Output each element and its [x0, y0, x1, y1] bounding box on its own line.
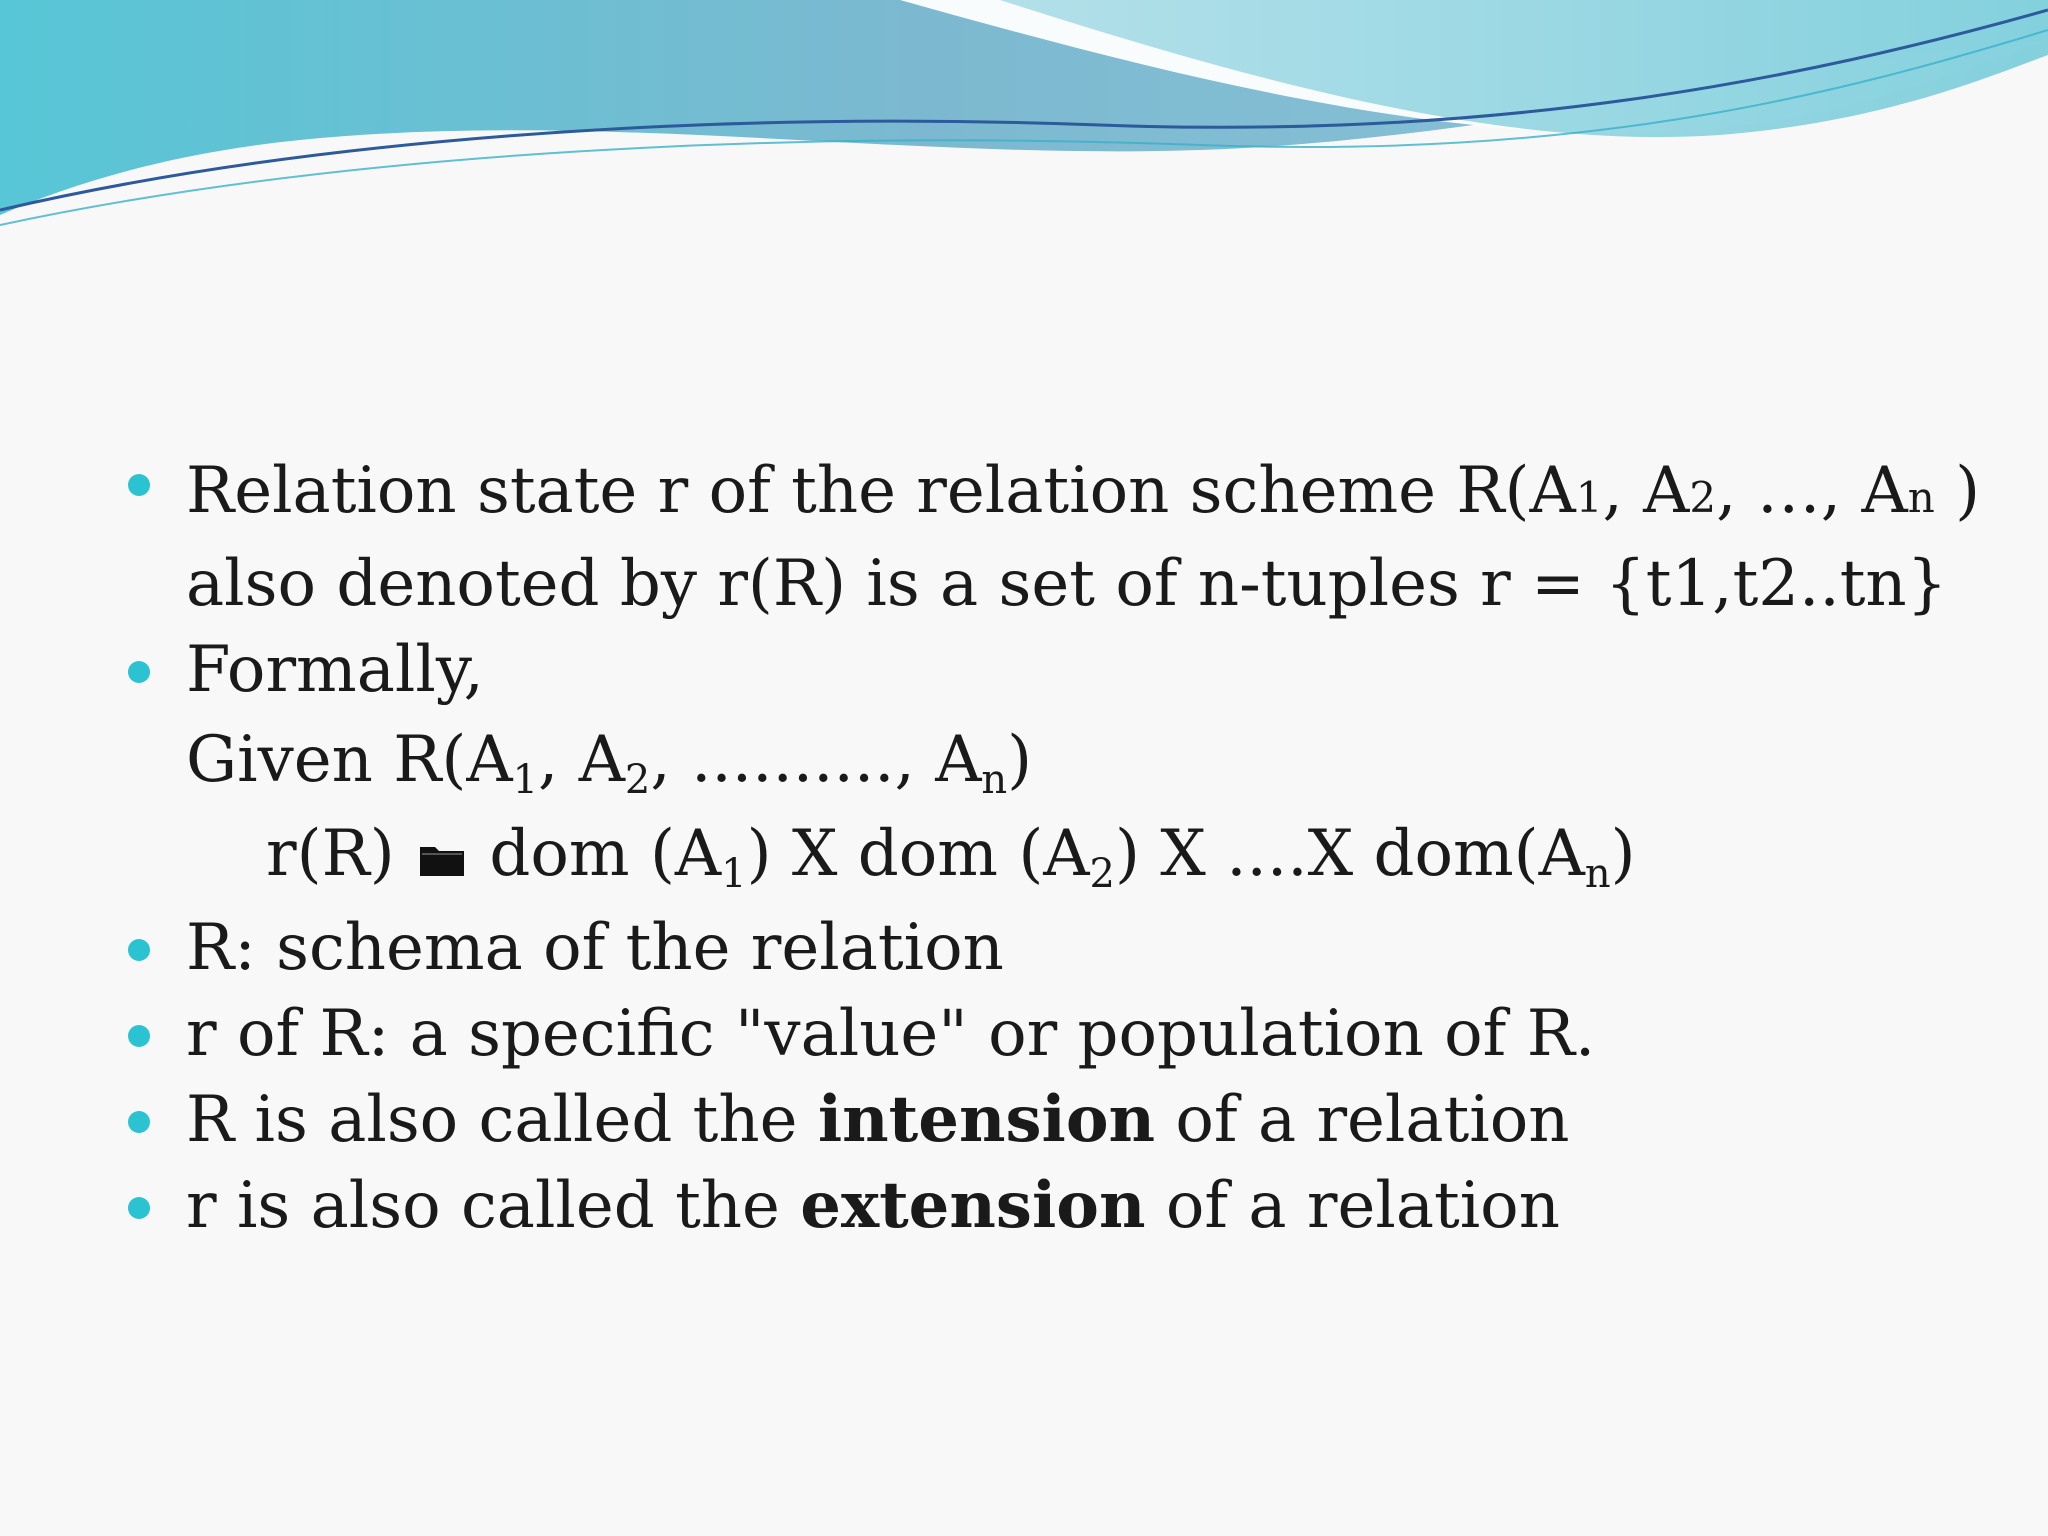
- bullet-line-2: also denoted by r(R) is a set of n-tuples r = {t1,t2..tn}: [186, 547, 1948, 621]
- subscript: 1: [512, 757, 539, 803]
- bullet-dot: [128, 939, 150, 961]
- text: ) X ....X dom(A: [1114, 817, 1585, 891]
- slide-content: [128, 448, 2008, 1249]
- bullet-intension: [128, 1077, 2008, 1163]
- subscript: n: [981, 757, 1008, 803]
- bullet-relation-state: [128, 448, 2008, 627]
- formula-line: [128, 811, 2008, 897]
- bullet-text: R: schema of the relation: [186, 911, 1004, 985]
- bullet-text: r of R: a specific "value" or population of R.: [186, 997, 1596, 1071]
- text: dom (A: [469, 817, 722, 891]
- bullet-dot: [128, 661, 150, 683]
- bullet-text: Formally,: [186, 633, 484, 707]
- text: ): [1007, 723, 1033, 797]
- text: of a relation: [1145, 1169, 1560, 1243]
- text: 2: [1689, 473, 1717, 522]
- text: , A: [1602, 454, 1690, 528]
- text: of a relation: [1155, 1083, 1570, 1157]
- text: , .........., A: [650, 723, 982, 797]
- bullet-dot: [128, 1197, 150, 1219]
- subscript: 1: [721, 851, 747, 897]
- bullet-formally: [128, 627, 2008, 713]
- bold-term: extension: [800, 1168, 1146, 1243]
- subscript: n: [1584, 851, 1611, 897]
- subscript: 2: [1089, 851, 1115, 897]
- text: Relation state r of the relation scheme R(A: [186, 454, 1576, 528]
- text: ): [1610, 817, 1636, 891]
- bullet-dot: [128, 1025, 150, 1047]
- header-wave-decoration: [0, 0, 2048, 240]
- text: R is also called the: [186, 1083, 818, 1157]
- bullet-extension: [128, 1163, 2008, 1249]
- bullet-line-1: [186, 448, 2008, 541]
- text: ) X dom (A: [746, 817, 1090, 891]
- text: , …, A: [1716, 454, 1908, 528]
- text: , A: [538, 723, 625, 797]
- text: r(R): [266, 817, 395, 891]
- subscript: 2: [624, 757, 651, 803]
- bullet-dot: [128, 1111, 150, 1133]
- given-line: [128, 717, 2008, 803]
- text: 1: [1575, 473, 1603, 522]
- text: r is also called the: [186, 1169, 801, 1243]
- bullet-dot: [128, 474, 150, 496]
- folder-icon: [419, 841, 465, 877]
- bold-term: intension: [817, 1082, 1156, 1157]
- bullet-value: [128, 991, 2008, 1077]
- text: Given R(A: [186, 723, 513, 797]
- text: ): [1934, 454, 1981, 528]
- bullet-schema: [128, 905, 2008, 991]
- text: n: [1907, 473, 1935, 522]
